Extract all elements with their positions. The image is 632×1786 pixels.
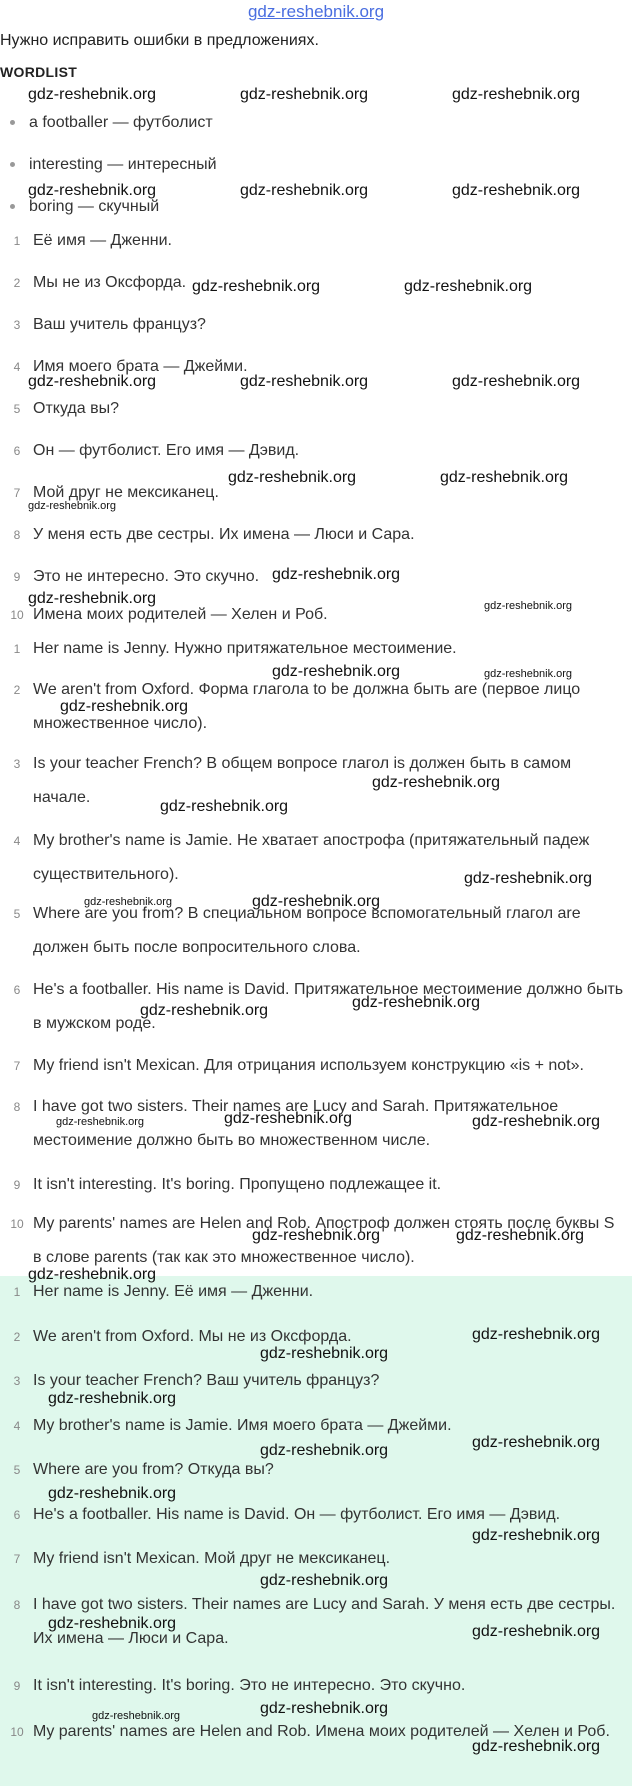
watermark: gdz-reshebnik.org (28, 1266, 157, 1283)
item-number: 6 (13, 1508, 21, 1522)
item-number: 8 (13, 528, 21, 542)
item-number: 1 (13, 234, 21, 248)
translation-text: He's a footballer. His name is David. Он — футболист. Его имя — Дэвид. (33, 1506, 561, 1523)
watermark: gdz-reshebnik.org (272, 663, 401, 680)
wordlist-item-text: boring — скучный (29, 198, 160, 215)
correction-text: Is your teacher French? В общем вопросе глагол is должен быть в самом начале. (33, 755, 572, 806)
translation-text: We aren't from Oxford. Мы не из Оксфорда. (33, 1328, 352, 1345)
watermark: gdz-reshebnik.org (228, 469, 357, 486)
correction-text: He's a footballer. His name is David. Притяжательное местоимение должно быть в мужском роде. (33, 981, 624, 1032)
sentence-text: Имя моего брата — Джейми. (33, 358, 248, 375)
correction-text: Where are you from? В специальном вопросе вспомогательный глагол are должен быть после вопросительного слова. (33, 905, 581, 956)
item-number: 10 (10, 608, 24, 622)
item-number: 9 (13, 1679, 21, 1693)
task-intro: Нужно исправить ошибки в предложениях. (0, 32, 319, 49)
item-number: 8 (13, 1598, 21, 1612)
item-number: 5 (13, 402, 21, 416)
wordlist-item-text: interesting — интересный (29, 156, 217, 173)
watermark: gdz-reshebnik.org (240, 86, 369, 103)
translation-text: My parents' names are Helen and Rob. Имена моих родителей — Хелен и Роб. (33, 1723, 610, 1740)
item-number: 9 (13, 1178, 21, 1192)
watermark: gdz-reshebnik.org (260, 1345, 389, 1362)
item-number: 8 (13, 1100, 21, 1114)
correction-text: My parents' names are Helen and Rob. Апостроф должен стоять после буквы S в слове parents (так как это множественное число). (33, 1215, 615, 1266)
item-number: 2 (13, 276, 21, 290)
sentence-text: Мы не из Оксфорда. (33, 274, 187, 291)
bullet-icon (10, 162, 15, 167)
watermark: gdz-reshebnik.org (160, 798, 289, 815)
item-number: 6 (13, 444, 21, 458)
translation-text: Her name is Jenny. Её имя — Дженни. (33, 1283, 314, 1300)
watermark: gdz-reshebnik.org (472, 1623, 601, 1640)
translation-text: It isn't interesting. It's boring. Это не интересно. Это скучно. (33, 1677, 466, 1694)
watermark: gdz-reshebnik.org (28, 182, 157, 199)
watermark: gdz-reshebnik.org (252, 893, 381, 910)
correction-text: It isn't interesting. It's boring. Пропущено подлежащее it. (33, 1176, 442, 1193)
correction-text: I have got two sisters. Their names are Lucy and Sarah. Притяжательное местоимение должно быть во множественном числе. (33, 1098, 559, 1149)
watermark: gdz-reshebnik.org (56, 1116, 145, 1128)
item-number: 4 (13, 360, 21, 374)
watermark: gdz-reshebnik.org (272, 566, 401, 583)
watermark: gdz-reshebnik.org (352, 994, 481, 1011)
item-number: 1 (13, 642, 21, 656)
watermark: gdz-reshebnik.org (452, 86, 581, 103)
wordlist-item (10, 198, 159, 216)
watermark: gdz-reshebnik.org (28, 86, 157, 103)
watermark: gdz-reshebnik.org (472, 1738, 601, 1755)
watermark: gdz-reshebnik.org (484, 600, 573, 612)
translation-text: I have got two sisters. Their names are Lucy and Sarah. У меня есть две сестры. Их имена — Люси и Сара. (33, 1596, 616, 1647)
item-number: 7 (13, 1552, 21, 1566)
watermark: gdz-reshebnik.org (472, 1113, 601, 1130)
watermark: gdz-reshebnik.org (452, 373, 581, 390)
site-title[interactable]: gdz-reshebnik.org (247, 2, 385, 21)
item-number: 1 (13, 1285, 21, 1299)
item-number: 3 (13, 318, 21, 332)
watermark: gdz-reshebnik.org (260, 1700, 389, 1717)
item-number: 6 (13, 983, 21, 997)
watermark: gdz-reshebnik.org (48, 1615, 177, 1632)
correction-text: Her name is Jenny. Нужно притяжательное местоимение. (33, 640, 457, 657)
sentence-text: Мой друг не мексиканец. (33, 484, 219, 501)
item-number: 2 (13, 1330, 21, 1344)
sentence-text: Имена моих родителей — Хелен и Роб. (33, 606, 328, 623)
item-number: 10 (10, 1217, 24, 1231)
sentence-text: Её имя — Дженни. (33, 232, 172, 249)
item-number: 2 (13, 683, 21, 697)
item-number: 4 (13, 834, 21, 848)
translation-text: My brother's name is Jamie. Имя моего брата — Джейми. (33, 1417, 452, 1434)
bullet-icon (10, 120, 15, 125)
watermark: gdz-reshebnik.org (260, 1572, 389, 1589)
translation-text: Where are you from? Откуда вы? (33, 1461, 274, 1478)
watermark: gdz-reshebnik.org (472, 1527, 601, 1544)
wordlist-title: WORDLIST (0, 64, 78, 80)
watermark: gdz-reshebnik.org (484, 668, 573, 680)
watermark: gdz-reshebnik.org (472, 1326, 601, 1343)
watermark: gdz-reshebnik.org (260, 1442, 389, 1459)
wordlist-item (10, 114, 213, 132)
watermark: gdz-reshebnik.org (28, 373, 157, 390)
item-number: 7 (13, 486, 21, 500)
watermark: gdz-reshebnik.org (372, 774, 501, 791)
translation-text: Is your teacher French? Ваш учитель француз? (33, 1372, 380, 1389)
item-number: 5 (13, 1463, 21, 1477)
watermark: gdz-reshebnik.org (28, 500, 117, 512)
watermark: gdz-reshebnik.org (240, 182, 369, 199)
watermark: gdz-reshebnik.org (28, 590, 157, 607)
watermark: gdz-reshebnik.org (92, 1710, 181, 1722)
watermark: gdz-reshebnik.org (404, 278, 533, 295)
sentence-text: Ваш учитель француз? (33, 316, 206, 333)
item-number: 3 (13, 1374, 21, 1388)
item-number: 4 (13, 1419, 21, 1433)
watermark: gdz-reshebnik.org (452, 182, 581, 199)
watermark: gdz-reshebnik.org (456, 1227, 585, 1244)
sentence-text: Откуда вы? (33, 400, 119, 417)
watermark: gdz-reshebnik.org (48, 1390, 177, 1407)
item-number: 7 (13, 1059, 21, 1073)
item-number: 10 (10, 1725, 24, 1739)
correction-text: We aren't from Oxford. Форма глагола to be должна быть are (первое лицо множественное число). (33, 681, 581, 732)
item-number: 9 (13, 570, 21, 584)
watermark: gdz-reshebnik.org (60, 698, 189, 715)
sentence-text: У меня есть две сестры. Их имена — Люси и Сара. (33, 526, 415, 543)
watermark: gdz-reshebnik.org (192, 278, 321, 295)
sentence-text: Это не интересно. Это скучно. (33, 568, 260, 585)
watermark: gdz-reshebnik.org (140, 1002, 269, 1019)
correction-text: My brother's name is Jamie. Не хватает апострофа (притяжательный падеж существительного). (33, 832, 590, 883)
watermark: gdz-reshebnik.org (472, 1434, 601, 1451)
translation-text: My friend isn't Mexican. Мой друг не мексиканец. (33, 1550, 391, 1567)
item-number: 3 (13, 757, 21, 771)
sentence-text: Он — футболист. Его имя — Дэвид. (33, 442, 300, 459)
watermark: gdz-reshebnik.org (464, 870, 593, 887)
watermark: gdz-reshebnik.org (240, 373, 369, 390)
bullet-icon (10, 204, 15, 209)
item-number: 5 (13, 907, 21, 921)
watermark: gdz-reshebnik.org (440, 469, 569, 486)
watermark: gdz-reshebnik.org (252, 1227, 381, 1244)
correction-text: My friend isn't Mexican. Для отрицания используем конструкцию «is + not». (33, 1057, 584, 1074)
watermark: gdz-reshebnik.org (84, 896, 173, 908)
watermark: gdz-reshebnik.org (224, 1110, 353, 1127)
watermark: gdz-reshebnik.org (48, 1485, 177, 1502)
wordlist-item-text: a footballer — футболист (29, 114, 213, 131)
wordlist-item (10, 156, 217, 174)
